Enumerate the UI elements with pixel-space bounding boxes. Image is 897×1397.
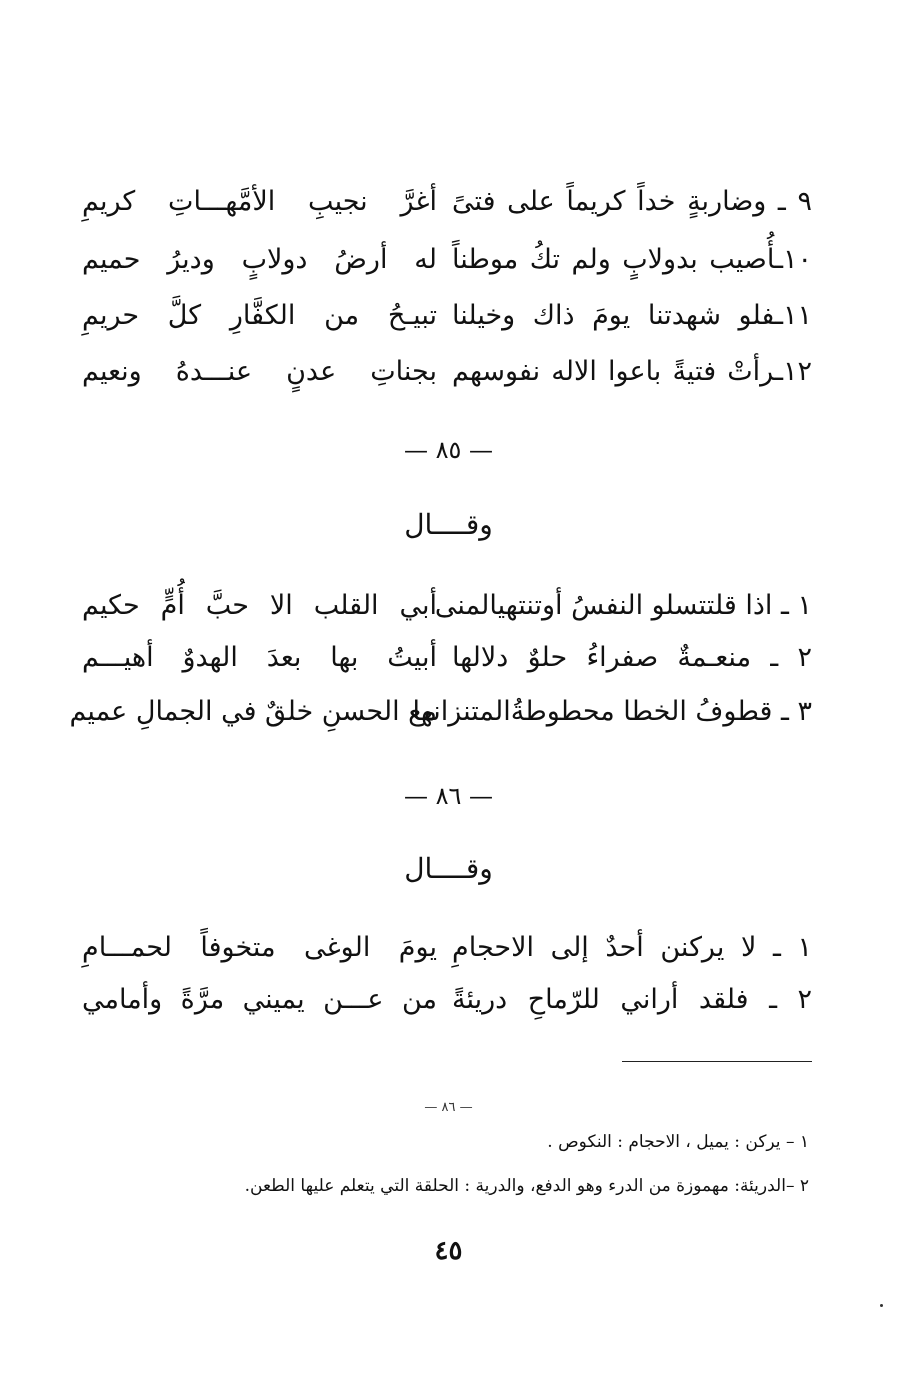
verse-first-hemistich: ١ ـ اذا قلتتسلو النفسُ أوتنتهيالمنى — [434, 589, 812, 621]
verse-line — [82, 178, 812, 224]
verse-line — [82, 976, 812, 1022]
verse-first-hemistich: ١ ـ لا يركنن أحدٌ إلى الاحجامِ — [452, 931, 812, 963]
poem-number: — ٨٥ — — [403, 436, 494, 464]
verse-line — [82, 924, 812, 970]
verse-second-hemistich: مع الحسنِ خلقٌ في الجمالِ عميم — [69, 695, 437, 727]
footnote-divider — [622, 1061, 812, 1062]
print-speck — [880, 1304, 883, 1307]
verse-second-hemistich: أغرَّ نجيبِ الأمَّهـــاتِ كريمِ — [82, 185, 437, 217]
poem-intro: وقــــال — [404, 508, 493, 541]
verse-first-hemistich: ١١ـفلو شهدتنا يومَ ذاك وخيلنا — [452, 299, 812, 331]
verse-second-hemistich: له أرضُ دولابٍ وديرُ حميم — [82, 243, 437, 275]
footnote: ٢ –الدريئة: مهموزة من الدرء وهو الدفع، والدرية : الحلقة التي يتعلم عليها الطعن. — [244, 1176, 809, 1196]
verse-second-hemistich: بجناتِ عدنٍ عنـــدهُ ونعيم — [82, 355, 437, 387]
verse-line — [82, 582, 812, 628]
verse-first-hemistich: ٩ ـ وضاربةٍ خداً كريماً على فتىً — [452, 185, 812, 217]
page-number: ٤٥ — [434, 1236, 463, 1266]
verse-second-hemistich: تبيـحُ من الكفَّارِ كلَّ حريمِ — [82, 299, 437, 331]
verse-first-hemistich: ١٠ـأُصيب بدولابٍ ولم تكُ موطناً — [452, 243, 812, 275]
verse-first-hemistich: ٢ ـ منعـمةٌ صفراءُ حلوٌ دلالها — [452, 641, 812, 673]
poem-intro: وقــــال — [404, 852, 493, 885]
verse-line — [82, 634, 812, 680]
verse-second-hemistich: أبيتُ بها بعدَ الهدوٌ أهيـــم — [82, 641, 437, 673]
verse-line — [82, 292, 812, 338]
verse-first-hemistich: ٢ ـ فلقد أراني للرّماحِ دريئةً — [452, 983, 812, 1015]
verse-second-hemistich: أبي القلب الا حبَّ أُمٍّ حكيم — [82, 589, 437, 621]
verse-first-hemistich: ١٢ـرأتْ فتيةً باعوا الاله نفوسهم — [452, 355, 812, 387]
verse-line — [69, 688, 812, 734]
footnote-poem-number: — ٨٦ — — [424, 1100, 473, 1115]
verse-line — [82, 236, 812, 282]
verse-line — [82, 348, 812, 394]
verse-second-hemistich: من عـــن يميني مرَّةً وأمامي — [82, 983, 437, 1015]
verse-second-hemistich: يومَ الوغى متخوفاً لحمـــامِ — [82, 931, 437, 963]
poem-number: — ٨٦ — — [403, 782, 494, 810]
footnote: ١ – يركن : يميل ، الاحجام : النكوص . — [547, 1132, 809, 1152]
verse-first-hemistich: ٣ ـ قطوفُ الخطا محطوطةُالمتنزانها — [412, 695, 812, 727]
